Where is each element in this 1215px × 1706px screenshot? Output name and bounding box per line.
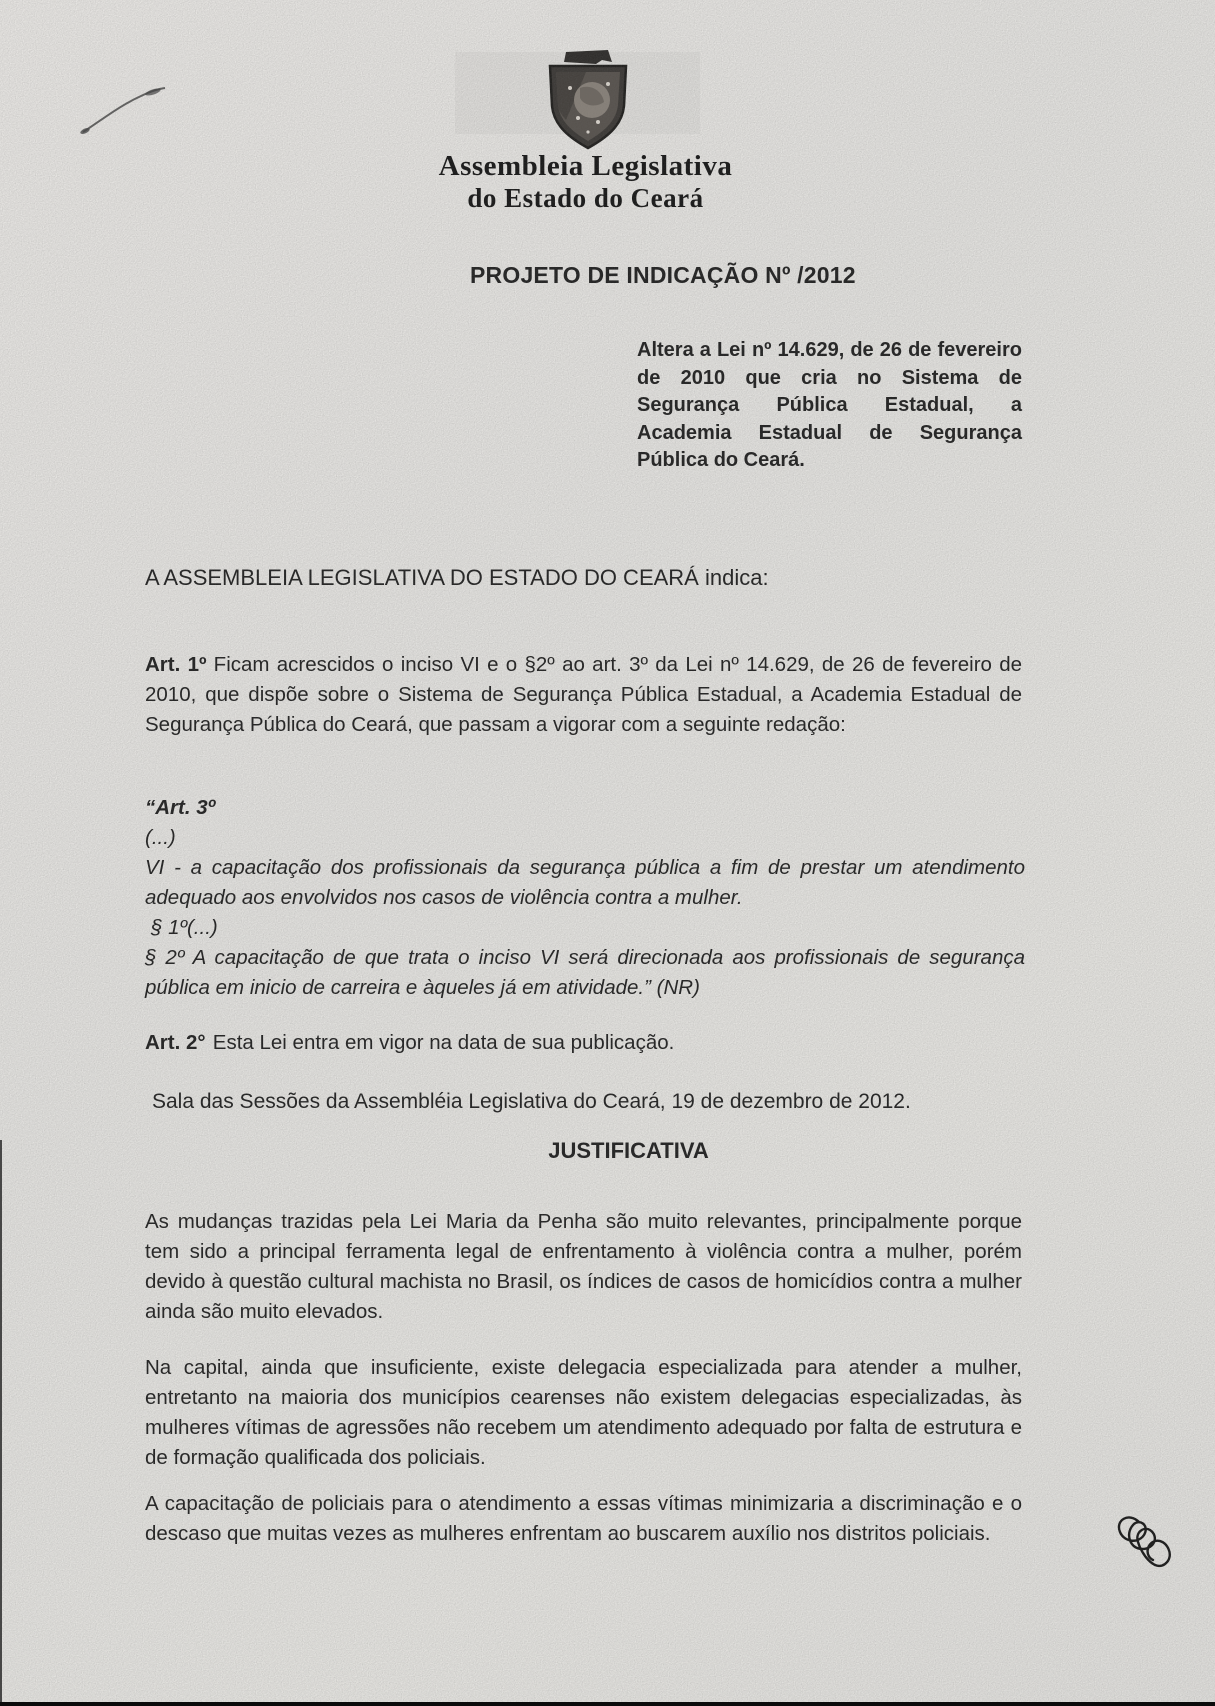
justification-paragraph-3: A capacitação de policiais para o atendimento a essas vítimas minimizaria a discriminação e o descaso que muitas vezes as mulheres enfrentam ao buscarem auxílio nos distritos policiais. <box>145 1492 1022 1545</box>
quoted-law-text <box>145 793 1025 1003</box>
org-line-2: do Estado do Ceará <box>467 183 704 213</box>
article-1-paragraph <box>145 650 1022 740</box>
scan-edge-left <box>0 1140 2 1706</box>
document-title: PROJETO DE INDICAÇÃO Nº /2012 <box>470 262 856 288</box>
org-line-1: Assembleia Legislativa <box>438 150 733 182</box>
scan-edge-bottom <box>0 1702 1215 1706</box>
justification-paragraph-2: Na capital, ainda que insuficiente, existe delegacia especializada para atender a mulher, entretanto na maioria dos municípios cearenses não existem delegacias especializadas, às mulheres vítimas de agressões não recebem um atendimento adequado por falta de estrutura e de formação qualificada dos policiais. <box>145 1356 1022 1469</box>
ementa-summary: Altera a Lei nº 14.629, de 26 de fevereiro de 2010 que cria no Sistema de Segurança Pública Estadual, a Academia Estadual de Segurança Pública do Ceará. <box>637 339 1022 471</box>
article-1-text: Ficam acrescidos o inciso VI e o §2º ao art. 3º da Lei nº 14.629, de 26 de fevereiro de 2010, que dispõe sobre o Sistema de Segurança Pública Estadual, a Academia Estadual de Segurança Pública do Ceará, que passam a vigorar com a seguinte redação: <box>145 653 1023 736</box>
article-2-label: Art. 2° <box>145 1031 206 1054</box>
ceara-coat-of-arms-icon <box>536 50 640 154</box>
article-1-label: Art. 1º <box>145 653 207 676</box>
quote-paragraph-2: § 2º A capacitação de que trata o inciso VI será direcionada aos profissionais de segurança pública em inicio de carreira e àqueles já em atividade.” (NR) <box>145 946 1025 999</box>
justification-heading: JUSTIFICATIVA <box>548 1138 709 1163</box>
stray-pen-mark-icon <box>75 80 175 140</box>
quote-inciso-vi: VI - a capacitação dos profissionais da segurança pública a fim de prestar um atendimento adequado aos envolvidos nos casos de violência contra a mulher. <box>145 856 1025 909</box>
quote-art3-heading: “Art. 3º <box>145 796 216 819</box>
preamble-line: A ASSEMBLEIA LEGISLATIVA DO ESTADO DO CEARÁ indica: <box>145 565 769 590</box>
justification-paragraph-1: As mudanças trazidas pela Lei Maria da Penha são muito relevantes, principalmente porque tem sido a principal ferramenta legal de enfrentamento à violência contra a mulher, porém devido à questão cultural machista no Brasil, os índices de casos de homicídios contra a mulher ainda são muito elevados. <box>145 1210 1022 1323</box>
article-2-paragraph <box>145 1028 1022 1058</box>
quote-paragraph-1: § 1º(...) <box>151 916 218 939</box>
signature-scribble-icon <box>1105 1508 1175 1593</box>
organization-name <box>0 150 1215 214</box>
session-date-line: Sala das Sessões da Assembléia Legislativa do Ceará, 19 de dezembro de 2012. <box>152 1090 911 1113</box>
article-2-text: Esta Lei entra em vigor na data de sua publicação. <box>212 1031 675 1054</box>
quote-ellipsis: (...) <box>145 826 176 849</box>
